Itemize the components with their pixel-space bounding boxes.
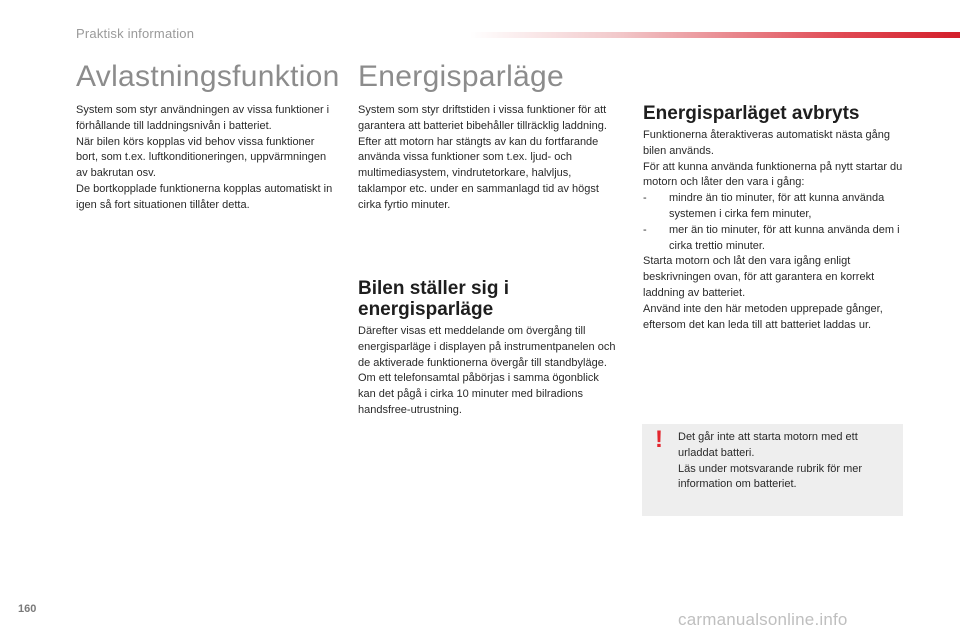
note-line: Det går inte att starta motorn med ett urladdat batteri. [678, 431, 858, 459]
list-item [643, 223, 908, 255]
avbryts-intro: För att kunna använda funktionerna på nytt startar du motorn och låter den vara i gång: [643, 160, 903, 189]
avlastning-paragraph: De bortkopplade funktionerna kopplas automatiskt in igen så fort situationen tillåter detta. [76, 182, 333, 211]
watermark: carmanualsonline.info [678, 610, 848, 629]
avbryts-body [643, 128, 908, 333]
bilen-staller-body [358, 324, 616, 419]
bilen-staller-title-line2: energisparläge [358, 299, 494, 320]
bullet-dash: - [643, 223, 647, 236]
bilen-staller-paragraph: Därefter visas ett meddelande om övergång till energisparläge i displayen på instrumentpanelen och de aktiverade funktionerna övergår till standbyläge. [358, 325, 616, 369]
header-accent-bar [470, 32, 960, 38]
avbryts-outro: Starta motorn och låt den vara igång enligt beskrivningen ovan, för att garantera en korrekt laddning av batteriet. [643, 255, 875, 299]
avbryts-title: Energisparläget avbryts [643, 103, 860, 124]
section-title: Praktisk information [76, 26, 195, 41]
energisparlage-body [358, 103, 616, 214]
avbryts-intro: Funktionerna återaktiveras automatiskt nästa gång bilen används. [643, 129, 891, 157]
bilen-staller-title-line1: Bilen ställer sig i [358, 278, 509, 299]
page-number: 160 [18, 603, 37, 615]
list-item [643, 191, 908, 223]
avlastning-paragraph: När bilen körs kopplas vid behov vissa funktioner bort, som t.ex. luftkonditioneringen, uppvärmningen av bakrutan osv. [76, 135, 327, 180]
note-text [678, 430, 896, 493]
exclamation-icon: ! [655, 426, 663, 453]
avlastning-title: Avlastningsfunktion [76, 60, 340, 93]
avbryts-list [643, 191, 908, 254]
avlastning-body [76, 103, 338, 214]
energisparlage-title: Energisparläge [358, 60, 564, 93]
note-line: Läs under motsvarande rubrik för mer information om batteriet. [678, 462, 863, 491]
energisparlage-paragraph: System som styr driftstiden i vissa funktioner för att garantera att batteriet bibehåller tillräcklig laddning. [358, 104, 607, 132]
bullet-dash: - [643, 192, 647, 205]
energisparlage-paragraph: Efter att motorn har stängts av kan du fortfarande använda vissa funktioner som t.ex. ljud- och multimediasystem, vindrutetorkare, halvljus, taklampor etc. under en sammanlagd tid av högst cirka fyrtio minuter. [358, 135, 599, 211]
list-item-text: mer än tio minuter, för att kunna använda dem i cirka trettio minuter. [669, 223, 900, 252]
avlastning-paragraph: System som styr användningen av vissa funktioner i förhållande till laddningsnivån i batteriet. [76, 104, 330, 132]
bilen-staller-paragraph: Om ett telefonsamtal påbörjas i samma ögonblick kan det pågå i cirka 10 minuter med bilradions handsfree-utrustning. [358, 372, 599, 416]
list-item-text: mindre än tio minuter, för att kunna använda systemen i cirka fem minuter, [669, 192, 885, 220]
bilen-staller-title [358, 278, 616, 320]
avbryts-outro: Använd inte den här metoden upprepade gånger, eftersom det kan leda till att batteriet laddas ur. [643, 302, 883, 331]
